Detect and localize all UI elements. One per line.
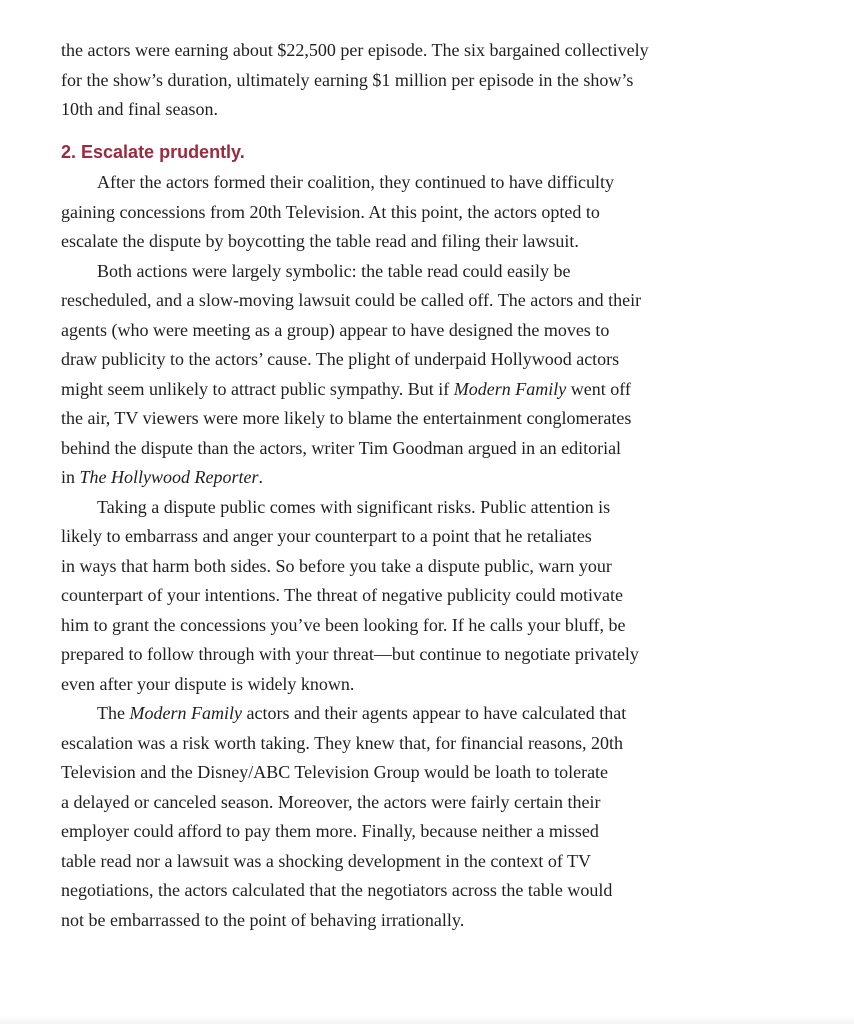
text-line: prepared to follow through with your threat—but continue to negotiate privately (61, 644, 639, 664)
text-line: negotiations, the actors calculated that the negotiators across the table would (61, 880, 613, 900)
text-line (61, 467, 263, 487)
text-line: in ways that harm both sides. So before you take a dispute public, warn your (61, 555, 612, 576)
text-line: agents (who were meeting as a group) appear to have designed the moves to (61, 319, 610, 340)
text-span: in (61, 467, 80, 487)
text-span: . (258, 467, 263, 487)
text-line: After the actors formed their coalition, they continued to have difficulty (97, 172, 614, 192)
text-line: the air, TV viewers were more likely to blame the entertainment conglomerates (61, 408, 632, 428)
text-line: counterpart of your intentions. The threat of negative publicity could motivate (61, 585, 624, 605)
section-heading: 2. Escalate prudently. (61, 142, 245, 162)
text-line: even after your dispute is widely known. (61, 673, 355, 694)
show-title: Modern Family (453, 378, 567, 399)
text-line: 10th and final season. (61, 99, 218, 119)
text-span: The (97, 703, 130, 723)
text-line: behind the dispute than the actors, writer Tim Goodman argued in an editorial (61, 437, 622, 458)
text-line: table read nor a lawsuit was a shocking development in the context of TV (61, 850, 592, 871)
page-bottom-edge (0, 1016, 854, 1024)
text-line: Television and the Disney/ABC Television Group would be loath to tolerate (61, 762, 609, 782)
text-line: draw publicity to the actors’ cause. The plight of underpaid Hollywood actors (61, 349, 620, 369)
publication-title: The Hollywood Reporter (79, 467, 259, 487)
show-title: Modern Family (129, 703, 242, 723)
text-line: gaining concessions from 20th Television. At this point, the actors opted to (61, 201, 600, 222)
text-line: likely to embarrass and anger your counterpart to a point that he retaliates (61, 526, 592, 546)
text-line: employer could afford to pay them more. Finally, because neither a missed (61, 821, 599, 841)
text-line: the actors were earning about $22,500 per episode. The six bargained collectively (61, 40, 649, 60)
text-line: escalate the dispute by boycotting the table read and filing their lawsuit. (61, 231, 579, 251)
text-span: might seem unlikely to attract public sympathy. But if (61, 378, 454, 399)
text-line: Both actions were largely symbolic: the table read could easily be (97, 260, 571, 281)
text-line (61, 379, 631, 399)
text-line: him to grant the concessions you’ve been looking for. If he calls your bluff, be (61, 614, 626, 635)
text-span: actors and their agents appear to have calculated that (241, 703, 627, 723)
text-line: not be embarrassed to the point of behaving irrationally. (61, 909, 465, 930)
text-line: for the show’s duration, ultimately earning $1 million per episode in the show’s (61, 69, 634, 90)
text-line: escalation was a risk worth taking. They knew that, for financial reasons, 20th (61, 732, 624, 753)
text-span: went off (566, 378, 631, 399)
text-line: a delayed or canceled season. Moreover, the actors were fairly certain their (61, 791, 601, 812)
text-line: rescheduled, and a slow-moving lawsuit could be called off. The actors and their (61, 290, 642, 310)
text-line: Taking a dispute public comes with significant risks. Public attention is (97, 496, 611, 517)
text-line (97, 703, 626, 723)
